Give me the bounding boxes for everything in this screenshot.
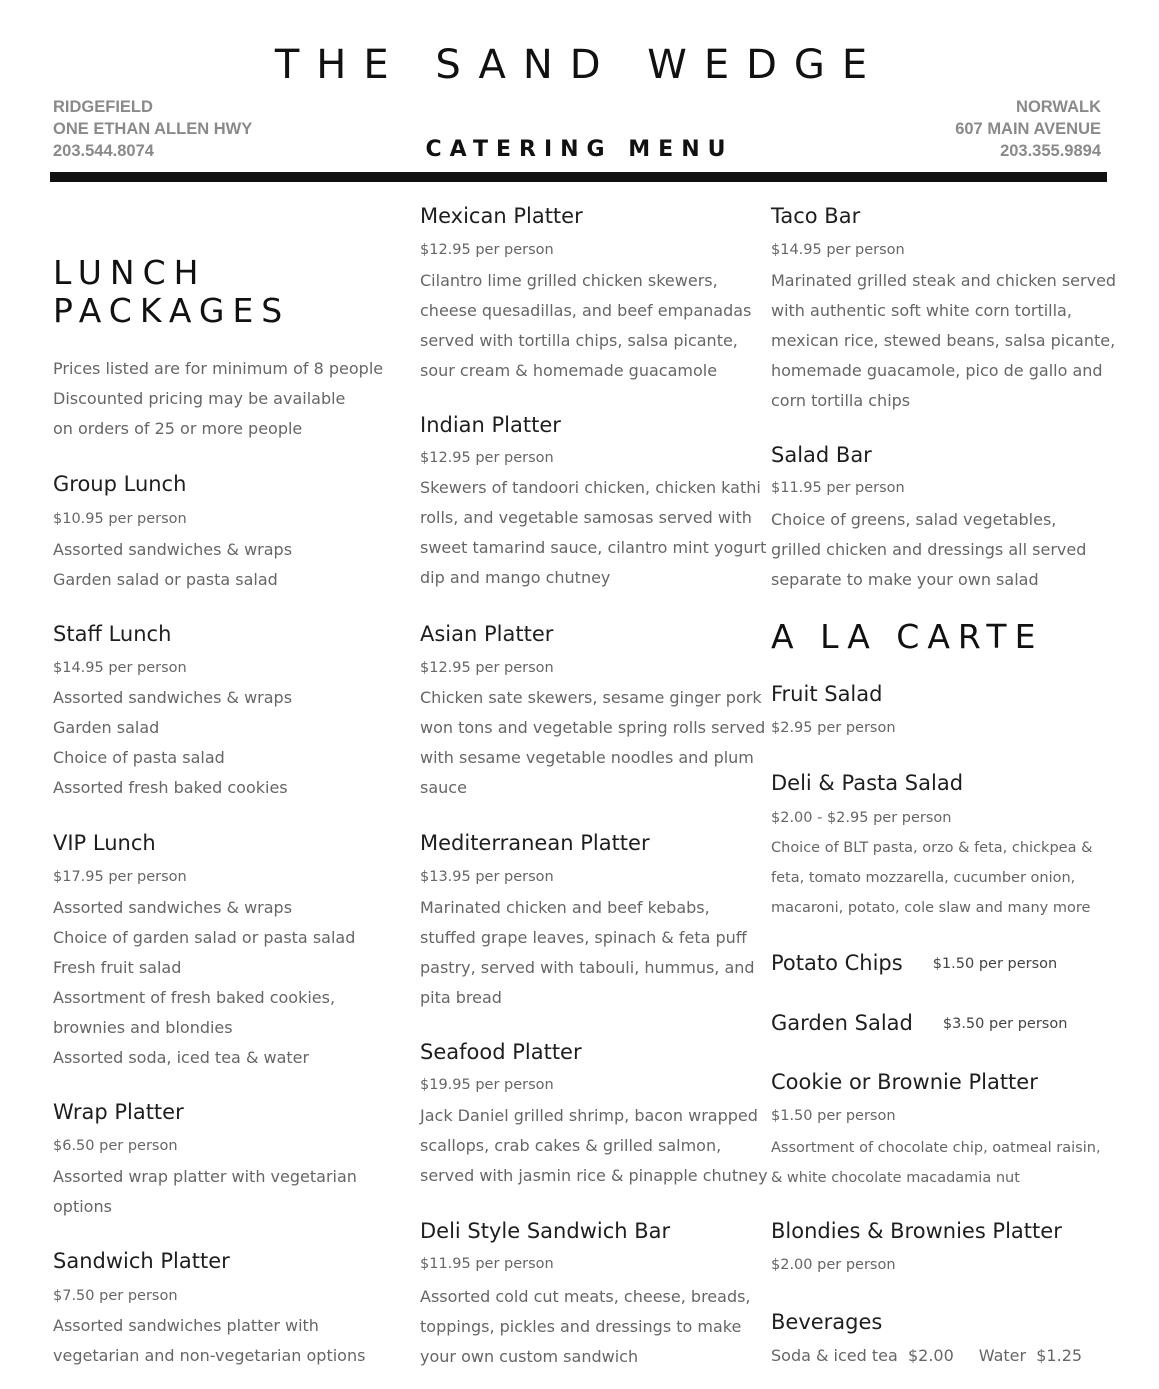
garden-salad-row	[771, 1011, 1067, 1035]
location-name: NORWALK	[1016, 98, 1101, 116]
desc-line: Chicken sate skewers, sesame ginger pork	[420, 688, 762, 707]
desc-line: sour cream & homemade guacamole	[420, 361, 718, 380]
beverages-desc	[771, 1341, 1082, 1371]
desc-line: Choice of BLT pasta, orzo & feta, chickpea &	[771, 840, 1093, 856]
staff-lunch-price: $14.95 per person	[53, 660, 187, 676]
potato-chips-title: Potato Chips	[771, 951, 903, 975]
desc-line: Assorted sandwiches & wraps	[53, 898, 293, 917]
desc-line: won tons and vegetable spring rolls served	[420, 718, 766, 737]
mediterranean-platter-price: $13.95 per person	[420, 869, 554, 885]
intro-line: on orders of 25 or more people	[53, 419, 303, 438]
staff-lunch-desc	[53, 683, 292, 803]
location-address: 607 MAIN AVENUE	[955, 120, 1101, 138]
desc-line: & white chocolate macadamia nut	[771, 1170, 1020, 1186]
deli-pasta-salad-price: $2.00 - $2.95 per person	[771, 810, 952, 826]
desc-line: served with tortilla chips, salsa picante,	[420, 331, 738, 350]
deli-sandwich-bar-price: $11.95 per person	[420, 1256, 554, 1272]
taco-bar-title: Taco Bar	[771, 204, 861, 228]
heading-line: LUNCH	[53, 253, 207, 292]
mexican-platter-desc	[420, 266, 751, 386]
mediterranean-platter-title: Mediterranean Platter	[420, 831, 650, 855]
desc-line: Skewers of tandoori chicken, chicken kathi	[420, 478, 761, 497]
desc-line: Marinated chicken and beef kebabs,	[420, 898, 710, 917]
deli-pasta-salad-title: Deli & Pasta Salad	[771, 771, 964, 795]
desc-line: stuffed grape leaves, spinach & feta puff	[420, 928, 747, 947]
desc-line: Cilantro lime grilled chicken skewers,	[420, 271, 718, 290]
asian-platter-desc	[420, 683, 765, 803]
location-address: ONE ETHAN ALLEN HWY	[53, 120, 253, 138]
desc-line: Assorted fresh baked cookies	[53, 778, 288, 797]
desc-line: scallops, crab cakes & grilled salmon,	[420, 1136, 722, 1155]
water-price: Water $1.25	[978, 1346, 1083, 1365]
garden-salad-title: Garden Salad	[771, 1011, 913, 1035]
desc-line: Choice of pasta salad	[53, 748, 225, 767]
seafood-platter-title: Seafood Platter	[420, 1040, 582, 1064]
desc-line: grilled chicken and dressings all served	[771, 540, 1087, 559]
vip-lunch-price: $17.95 per person	[53, 869, 187, 885]
staff-lunch-title: Staff Lunch	[53, 622, 172, 646]
desc-line: Assorted sandwiches & wraps	[53, 540, 293, 559]
location-name: RIDGEFIELD	[53, 98, 153, 116]
lunch-packages-heading	[53, 254, 290, 330]
pricing-intro	[53, 354, 383, 444]
desc-line: homemade guacamole, pico de gallo and	[771, 361, 1103, 380]
deli-sandwich-bar-desc	[420, 1282, 751, 1372]
desc-line: pastry, served with tabouli, hummus, and	[420, 958, 755, 977]
desc-line: vegetarian and non-vegetarian options	[53, 1346, 366, 1365]
desc-line: cheese quesadillas, and beef empanadas	[420, 301, 752, 320]
desc-line: dip and mango chutney	[420, 568, 611, 587]
desc-line: sauce	[420, 778, 467, 797]
desc-line: brownies and blondies	[53, 1018, 233, 1037]
asian-platter-title: Asian Platter	[420, 622, 554, 646]
fruit-salad-title: Fruit Salad	[771, 682, 883, 706]
wrap-platter-price: $6.50 per person	[53, 1138, 178, 1154]
desc-line: Jack Daniel grilled shrimp, bacon wrapped	[420, 1106, 758, 1125]
desc-line: with sesame vegetable noodles and plum	[420, 748, 754, 767]
desc-line: Assortment of chocolate chip, oatmeal raisin,	[771, 1140, 1101, 1156]
indian-platter-title: Indian Platter	[420, 413, 561, 437]
desc-line: Garden salad	[53, 718, 160, 737]
indian-platter-desc	[420, 473, 766, 593]
desc-line: your own custom sandwich	[420, 1347, 639, 1366]
desc-line: Garden salad or pasta salad	[53, 570, 278, 589]
cookie-brownie-platter-price: $1.50 per person	[771, 1108, 896, 1124]
desc-line: Choice of greens, salad vegetables,	[771, 510, 1057, 529]
restaurant-title: THE SAND WEDGE	[274, 42, 885, 88]
cookie-brownie-platter-title: Cookie or Brownie Platter	[771, 1070, 1038, 1094]
desc-line: Assorted sandwiches platter with	[53, 1316, 319, 1335]
sandwich-platter-desc	[53, 1311, 365, 1371]
desc-line: feta, tomato mozzarella, cucumber onion,	[771, 870, 1076, 886]
deli-pasta-salad-desc	[771, 833, 1092, 923]
salad-bar-title: Salad Bar	[771, 443, 872, 467]
blondies-brownies-platter-price: $2.00 per person	[771, 1257, 896, 1273]
desc-line: with authentic soft white corn tortilla,	[771, 301, 1072, 320]
desc-line: Assortment of fresh baked cookies,	[53, 988, 336, 1007]
garden-salad-price: $3.50 per person	[942, 1016, 1068, 1032]
intro-line: Prices listed are for minimum of 8 people	[53, 359, 384, 378]
desc-line: Assorted cold cut meats, cheese, breads,	[420, 1287, 751, 1306]
location-phone: 203.544.8074	[53, 142, 154, 160]
sandwich-platter-price: $7.50 per person	[53, 1288, 178, 1304]
desc-line: toppings, pickles and dressings to make	[420, 1317, 742, 1336]
mexican-platter-price: $12.95 per person	[420, 242, 554, 258]
group-lunch-title: Group Lunch	[53, 472, 187, 496]
seafood-platter-price: $19.95 per person	[420, 1077, 554, 1093]
sandwich-platter-title: Sandwich Platter	[53, 1249, 230, 1273]
desc-line: Choice of garden salad or pasta salad	[53, 928, 356, 947]
cookie-brownie-platter-desc	[771, 1133, 1101, 1193]
vip-lunch-title: VIP Lunch	[53, 831, 156, 855]
taco-bar-price: $14.95 per person	[771, 242, 905, 258]
norwalk-location	[955, 96, 1101, 162]
taco-bar-desc	[771, 266, 1116, 416]
desc-line: Assorted wrap platter with vegetarian	[53, 1167, 357, 1186]
heading-line: PACKAGES	[53, 291, 291, 330]
desc-line: Assorted soda, iced tea & water	[53, 1048, 310, 1067]
asian-platter-price: $12.95 per person	[420, 660, 554, 676]
desc-line: pita bread	[420, 988, 502, 1007]
beverages-title: Beverages	[771, 1310, 883, 1334]
potato-chips-row	[771, 951, 1057, 975]
desc-line: Fresh fruit salad	[53, 958, 182, 977]
wrap-platter-desc	[53, 1162, 357, 1222]
wrap-platter-title: Wrap Platter	[53, 1100, 184, 1124]
salad-bar-price: $11.95 per person	[771, 480, 905, 496]
group-lunch-desc	[53, 535, 292, 595]
desc-line: separate to make your own salad	[771, 570, 1039, 589]
salad-bar-desc	[771, 505, 1086, 595]
mexican-platter-title: Mexican Platter	[420, 204, 583, 228]
desc-line: served with jasmin rice & pinapple chutney	[420, 1166, 768, 1185]
mediterranean-platter-desc	[420, 893, 755, 1013]
location-phone: 203.355.9894	[1000, 142, 1101, 160]
desc-line: mexican rice, stewed beans, salsa picante,	[771, 331, 1116, 350]
seafood-platter-desc	[420, 1101, 768, 1191]
a-la-carte-heading: A LA CARTE	[771, 617, 1044, 656]
desc-line: Assorted sandwiches & wraps	[53, 688, 293, 707]
vip-lunch-desc	[53, 893, 355, 1073]
menu-subtitle: CATERING MENU	[425, 137, 734, 162]
indian-platter-price: $12.95 per person	[420, 450, 554, 466]
soda-price: Soda & iced tea $2.00	[771, 1346, 954, 1365]
blondies-brownies-platter-title: Blondies & Brownies Platter	[771, 1219, 1062, 1243]
intro-line: Discounted pricing may be available	[53, 389, 346, 408]
group-lunch-price: $10.95 per person	[53, 511, 187, 527]
desc-line: Marinated grilled steak and chicken served	[771, 271, 1117, 290]
desc-line: sweet tamarind sauce, cilantro mint yogurt	[420, 538, 767, 557]
header-divider	[50, 172, 1107, 182]
desc-line: rolls, and vegetable samosas served with	[420, 508, 752, 527]
desc-line: macaroni, potato, cole slaw and many more	[771, 900, 1091, 916]
deli-sandwich-bar-title: Deli Style Sandwich Bar	[420, 1219, 671, 1243]
desc-line: corn tortilla chips	[771, 391, 911, 410]
desc-line: options	[53, 1197, 112, 1216]
potato-chips-price: $1.50 per person	[932, 956, 1058, 972]
fruit-salad-price: $2.95 per person	[771, 720, 896, 736]
